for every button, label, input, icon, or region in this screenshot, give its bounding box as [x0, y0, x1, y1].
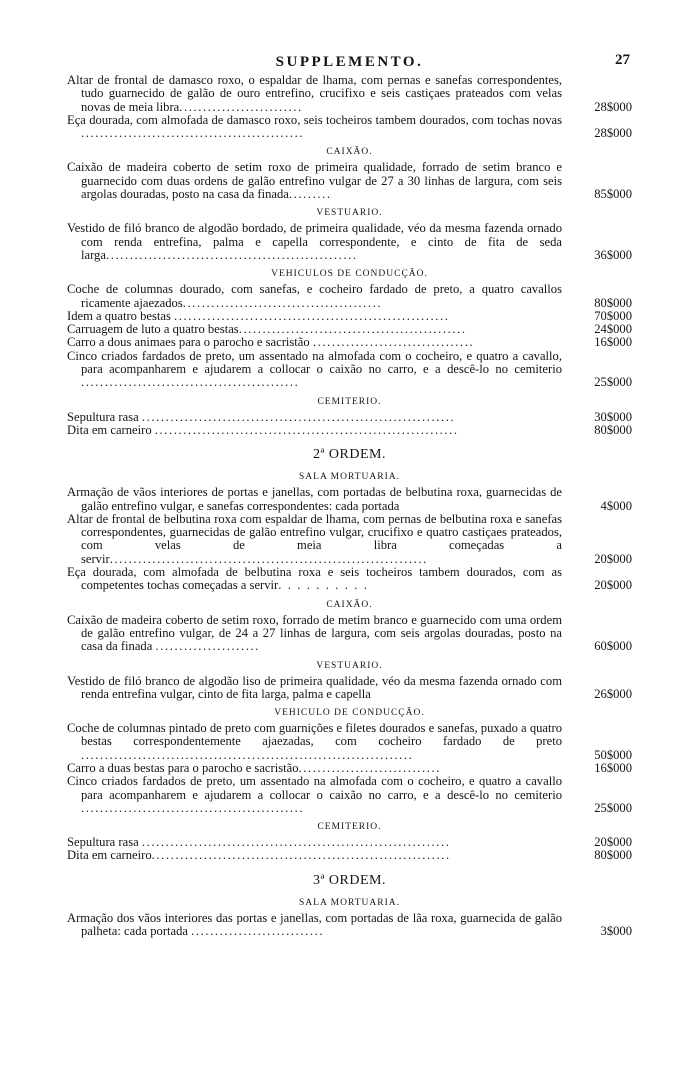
- entry-text: Dita em carneiro: [67, 422, 152, 437]
- entry-text: Coche de columnas pintado de preto com guarnições e filetes dourados e sanefas, puxado a quatro bestas correspondentemente ajaezadas, com cocheiro fardado de preto: [67, 721, 562, 749]
- entry-text: Cinco criados fardados de preto, um assentado na almofada com o cocheiro, e quatro a cavallo, para acompanharem e ajudarem a collocar o caixão no carro, e a descê-lo no cemiterio: [67, 348, 562, 377]
- price-entry: [67, 675, 632, 702]
- order-1: [67, 74, 632, 437]
- dot-leader: .................................................................: [141, 835, 451, 850]
- entry-price: 85$000: [594, 187, 632, 202]
- price-entry: [67, 486, 632, 513]
- dot-leader: ...............................................: [81, 800, 305, 815]
- dot-leader: ..................................................................: [141, 409, 456, 424]
- section-heading: SALA MORTUARIA.: [299, 472, 400, 483]
- price-entry: [67, 614, 632, 654]
- entry-price: 20$000: [594, 578, 632, 593]
- entry-text: Carro a duas bestas para o parocho e sacristão: [67, 760, 299, 775]
- entry-price: 25$000: [594, 800, 632, 815]
- price-entry: [67, 336, 632, 349]
- dot-leader: ..............................: [298, 760, 441, 775]
- page-number: 27: [615, 52, 630, 68]
- entry-price: 4$000: [600, 498, 632, 513]
- price-entry: [67, 775, 632, 815]
- entry-text: Vestido de filó branco de algodão bordado, de primeira qualidade, véo da mesma fazenda ornado com renda entrefina, palma e capella correspondente, e cinto de fita de seda larga: [67, 221, 562, 262]
- entry-price: 24$000: [594, 322, 632, 337]
- dot-leader: ..........................................: [182, 295, 383, 310]
- entry-price: 60$000: [594, 639, 632, 654]
- entry-price: 3$000: [600, 924, 632, 939]
- price-entry: [67, 161, 632, 201]
- dot-leader: ...................................................................: [109, 551, 428, 566]
- price-entry: [67, 411, 632, 424]
- dot-leader: ......................................................................: [81, 747, 414, 762]
- entry-text: Armação de vãos interiores de portas e janellas, com portadas de belbutina roxa, guarnecidas de galão entrefino vulgar, e sanefas correspondentes: cada portada: [67, 485, 562, 513]
- entry-price: 80$000: [594, 848, 632, 863]
- order-2: [67, 447, 632, 863]
- dot-leader: ..................................: [312, 335, 475, 350]
- dot-leader: ..........................................................: [174, 308, 450, 323]
- price-entry: [67, 912, 632, 939]
- entry-text: Cinco criados fardados de preto, um assentado na almofada com o cocheiro, e quatro a cavallo para acompanharem e ajudarem a collocar o caixão no carro, e a descê-lo no cemiterio: [67, 774, 562, 802]
- price-entry: [67, 283, 632, 310]
- dot-leader: ............................: [191, 924, 325, 939]
- entry-price: 20$000: [594, 835, 632, 850]
- dot-leader: ................................................: [238, 322, 467, 337]
- price-entry: [67, 566, 632, 593]
- price-entry: [67, 350, 632, 390]
- section-heading: VEHICULOS DE CONDUCÇÃO.: [271, 269, 428, 280]
- price-entry: [67, 222, 632, 262]
- price-entry: [67, 513, 632, 566]
- entry-text: Eça dourada, com almofada de damasco roxo, seis tocheiros tambem dourados, com tochas novas: [67, 112, 562, 127]
- entry-text: Vestido de filó branco de algodão liso de primeira qualidade, véo da mesma fazenda ornado com renda entrefina vulgar, cinto de fita larga, palma e capella: [67, 673, 562, 701]
- entry-price: 28$000: [594, 99, 632, 114]
- price-entry: [67, 424, 632, 437]
- document-page: [67, 52, 632, 938]
- section-heading: CEMITERIO.: [317, 396, 382, 407]
- entry-text: Eça dourada, com almofada de belbutina roxa e seis tocheiros tambem dourados, com as competentes tochas começadas a servir: [67, 565, 562, 593]
- section-heading: SALA MORTUARIA.: [299, 897, 400, 908]
- entry-price: 16$000: [594, 760, 632, 775]
- dot-leader: . . . . . . . . . .: [278, 578, 369, 593]
- price-entry: [67, 74, 632, 114]
- entry-text: Armação dos vãos interiores das portas e janellas, com portadas de lãa roxa, guarnecida de galão palheta: cada portada: [67, 910, 562, 939]
- price-entry: [67, 762, 632, 775]
- entry-price: 70$000: [594, 308, 632, 323]
- section-heading: CAIXÃO.: [326, 147, 373, 158]
- entry-text: Carro a dous animaes para o parocho e sacristão: [67, 335, 310, 350]
- entry-price: 16$000: [594, 335, 632, 350]
- price-entry: [67, 849, 632, 862]
- entry-price: 80$000: [594, 295, 632, 310]
- price-entry: [67, 722, 632, 762]
- price-entry: [67, 836, 632, 849]
- page-title: SUPPLEMENTO.: [275, 54, 424, 70]
- section-heading: VESTUARIO.: [316, 660, 383, 671]
- section-heading: CEMITERIO.: [317, 822, 382, 833]
- entry-price: 50$000: [594, 747, 632, 762]
- dot-leader: ..........................: [179, 99, 303, 114]
- dot-leader: ...............................................................: [151, 848, 451, 863]
- entry-text: Carruagem de luto a quatro bestas: [67, 322, 239, 337]
- entry-price: 30$000: [594, 409, 632, 424]
- entry-price: 28$000: [594, 126, 632, 141]
- running-head: [67, 52, 632, 74]
- price-entry: [67, 114, 632, 141]
- dot-leader: ...............................................: [81, 126, 305, 141]
- section-heading: CAIXÃO.: [326, 599, 373, 610]
- entry-text: Caixão de madeira coberto de setim roxo, forrado de metim branco e guarnecido com uma ordem de galão entrefino vulgar, de 24 a 27 linhas de largura, com seis argolas douradas, posto na casa da finada: [67, 612, 562, 654]
- entry-text: Altar de frontal de belbutina roxa com espaldar de lhama, com pernas de belbutina roxa e sanefas correspondentes, guarnecidas de galão entrefino vulgar, crucifixo e quatro castiçaes prateados, com velas de meia libra começadas a servir: [67, 511, 562, 566]
- section-heading: VESTUARIO.: [316, 208, 383, 219]
- entry-price: 20$000: [594, 551, 632, 566]
- order-heading: 3ª ORDEM.: [313, 872, 386, 888]
- dot-leader: ................................................................: [154, 422, 459, 437]
- dot-leader: ..............................................: [81, 375, 300, 390]
- dot-leader: ......................: [155, 639, 260, 654]
- entry-text: Dita em carneiro: [67, 848, 152, 863]
- entry-price: 26$000: [594, 686, 632, 701]
- entry-text: Sepultura rasa: [67, 409, 139, 424]
- entry-text: Sepultura rasa: [67, 835, 139, 850]
- entry-price: 36$000: [594, 247, 632, 262]
- entry-text: Caixão de madeira coberto de setim roxo de primeira qualidade, forrado de setim branco e guarnecido com duas ordens de galão entrefino vulgar de 27 a 30 linhas de largura, com seis argolas douradas, posto na casa da finada: [67, 160, 562, 202]
- section-heading: VEHICULO DE CONDUCÇÃO.: [274, 708, 425, 719]
- order-heading: 2ª ORDEM.: [313, 447, 386, 463]
- price-entry: [67, 310, 632, 323]
- entry-price: 80$000: [594, 422, 632, 437]
- dot-leader: .....................................................: [105, 247, 358, 262]
- dot-leader: .........: [288, 187, 332, 202]
- entry-text: Coche de columnas dourado, com sanefas, e cocheiro fardado de preto, a quatro cavallos ricamente ajaezados: [67, 282, 562, 310]
- price-entry: [67, 323, 632, 336]
- entry-price: 25$000: [594, 375, 632, 390]
- entry-text: Altar de frontal de damasco roxo, o espaldar de lhama, com pernas e sanefas correspondentes, tudo guarnecido de galão de ouro entrefino, crucifixo e seis castiçaes prateados com velas novas de meia libra: [67, 73, 562, 114]
- order-3: [67, 873, 632, 939]
- entry-text: Idem a quatro bestas: [67, 308, 171, 323]
